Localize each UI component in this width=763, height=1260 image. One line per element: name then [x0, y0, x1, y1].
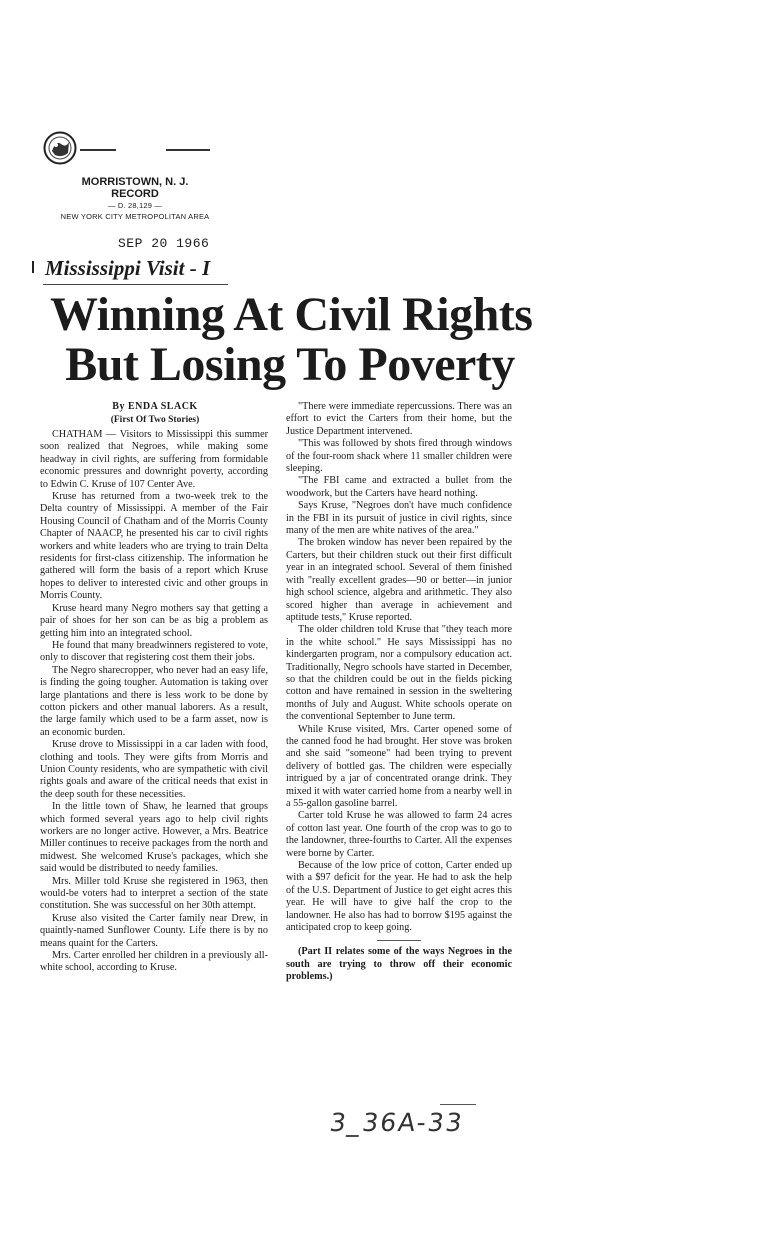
masthead [40, 176, 230, 222]
paragraph: Mrs. Carter enrolled her children in a previously all-white school, according to Kruse. [40, 950, 268, 974]
file-code: 3_36A-33 [327, 1108, 466, 1137]
paragraph: He found that many breadwinners registered to vote, only to discover that registering cost them their jobs. [40, 639, 268, 664]
logo-rule-left [80, 149, 116, 151]
paragraph: The Negro sharecropper, who never had an easy life, is finding the going tougher. Automation is taking over large plantations and there is less work to be done by cotton pickers and other manual laborers. As a result, the large family which used to be a farm asset, now is an economic burden. [40, 664, 268, 738]
masthead-area: NEW YORK CITY METROPOLITAN AREA [60, 212, 210, 221]
editor-note: (Part II relates some of the ways Negroes in the south are trying to throw off their economic problems.) [286, 946, 512, 983]
end-rule [377, 940, 421, 941]
paragraph: The broken window has never been repaired by the Carters, but their children stuck out their first difficult year in an integrated school. Several of them finished with "really excellent grades—90 or better—in junior high school science, algebra and arithmetic. They also scored higher than average in achievement and aptitude tests," Kruse reported. [286, 537, 512, 623]
paragraph: Because of the low price of cotton, Carter ended up with a $97 deficit for the year. He had to ask the help of the U.S. Department of Justice to get eight acres this year. He will have to give half the crop to the landowner. He also has had to borrow $195 against the anticipated crop to keep going. [286, 860, 512, 934]
series-title: Mississippi Visit - I [45, 256, 211, 280]
paragraph: Kruse heard many Negro mothers say that getting a pair of shoes for her son can be as big a problem as getting him into an integrated school. [40, 602, 268, 639]
masthead-paper: RECORD [111, 188, 159, 200]
paragraph: Carter told Kruse he was allowed to farm 24 acres of cotton last year. One fourth of the crop was to go to the landowner, three-fourths to Carter. All the expenses were borne by Carter. [286, 810, 512, 859]
newspaper-logo-icon [43, 131, 77, 165]
byline: By ENDA SLACK [112, 401, 198, 412]
logo-rule-right [166, 149, 210, 151]
paragraph: In the little town of Shaw, he learned that groups which formed several years ago to help civil rights workers are no longer active. However, a Mrs. Beatrice Miller continues to receive packages from the north and midwest. She welcomed Kruse's packages, which she said would be distributed to needy families. [40, 801, 269, 875]
paragraph: "The FBI came and extracted a bullet from the woodwork, but the Carters have heard nothing. [286, 475, 512, 499]
headline [50, 288, 533, 391]
corner-rule [440, 1104, 476, 1105]
paragraph: While Kruse visited, Mrs. Carter opened some of the canned food he had brought. Her stove was broken and she said "someone" had been trying to prevent delivery of bottled gas. The children were especially intrigued by a jar of concentrated orange drink. They mixed it with water carried home from a nearby well in a 55-gallon gasoline barrel. [286, 723, 512, 809]
paragraph: CHATHAM — Visitors to Mississippi this summer soon realized that Negroes, while making some headway in civil rights, are suffering from formidable economic pressures and downright poverty, according to Edwin C. Kruse of 107 Center Ave. [40, 429, 268, 490]
paragraph: Kruse has returned from a two-week trek to the Delta country of Mississippi. A member of the Fair Housing Council of Chatham and of the Morris County Chapter of NAACP, he presented his car to civil rights workers and white leaders who are trying to train Delta residents for first-class citizenship. The information he gathered will form the basis of a report which Kruse hopes to deliver to interested civic and other groups in Morris County. [40, 491, 268, 602]
headline-line-2: But Losing To Poverty [65, 338, 515, 391]
paragraph: The older children told Kruse that "they teach more in the white school." He says Mississippi has no kindergarten program, nor a compulsory education act. Traditionally, Negro schools have started in December, so that the children could be out in the fields picking cotton and have remained in session in the sweltering months of July and August. White schools operate on the conventional September to June term. [286, 624, 512, 723]
paragraph: "This was followed by shots fired through windows of the four-room shack where 11 smaller children were sleeping. [286, 438, 512, 475]
headline-line-1: Winning At Civil Rights [50, 288, 533, 341]
paragraph: Says Kruse, "Negroes don't have much confidence in the FBI in its pursuit of justice in civil rights, since many of the men are white natives of the area." [286, 500, 512, 537]
masthead-circulation: — D. 28,129 — [107, 201, 163, 210]
article-column-2 [286, 401, 512, 984]
paragraph: Kruse also visited the Carter family near Drew, in quaintly-named Sunflower County. Life there is by no means quaint for the Carters. [40, 912, 268, 949]
subhead: (First Of Two Stories) [110, 415, 200, 425]
paragraph: Mrs. Miller told Kruse she registered in 1963, then would-be voters had to interpret a section of the state constitution. She was successful on her 30th attempt. [40, 875, 268, 912]
date-stamp: SEP 20 1966 [118, 236, 210, 251]
paragraph: Kruse drove to Mississippi in a car laden with food, clothing and tools. They were gifts from Morris and Union County residents, who are sympathetic with civil rights goals and aware of the critical needs that exist in the deep south for these necessities. [40, 739, 268, 800]
masthead-city: MORRISTOWN, N. J. [81, 176, 189, 188]
series-underline [43, 284, 228, 285]
paragraph: "There were immediate repercussions. There was an effort to evict the Carters from their home, but the Justice Department intervened. [286, 401, 512, 437]
article-column-1 [40, 429, 268, 975]
margin-mark [32, 261, 34, 273]
